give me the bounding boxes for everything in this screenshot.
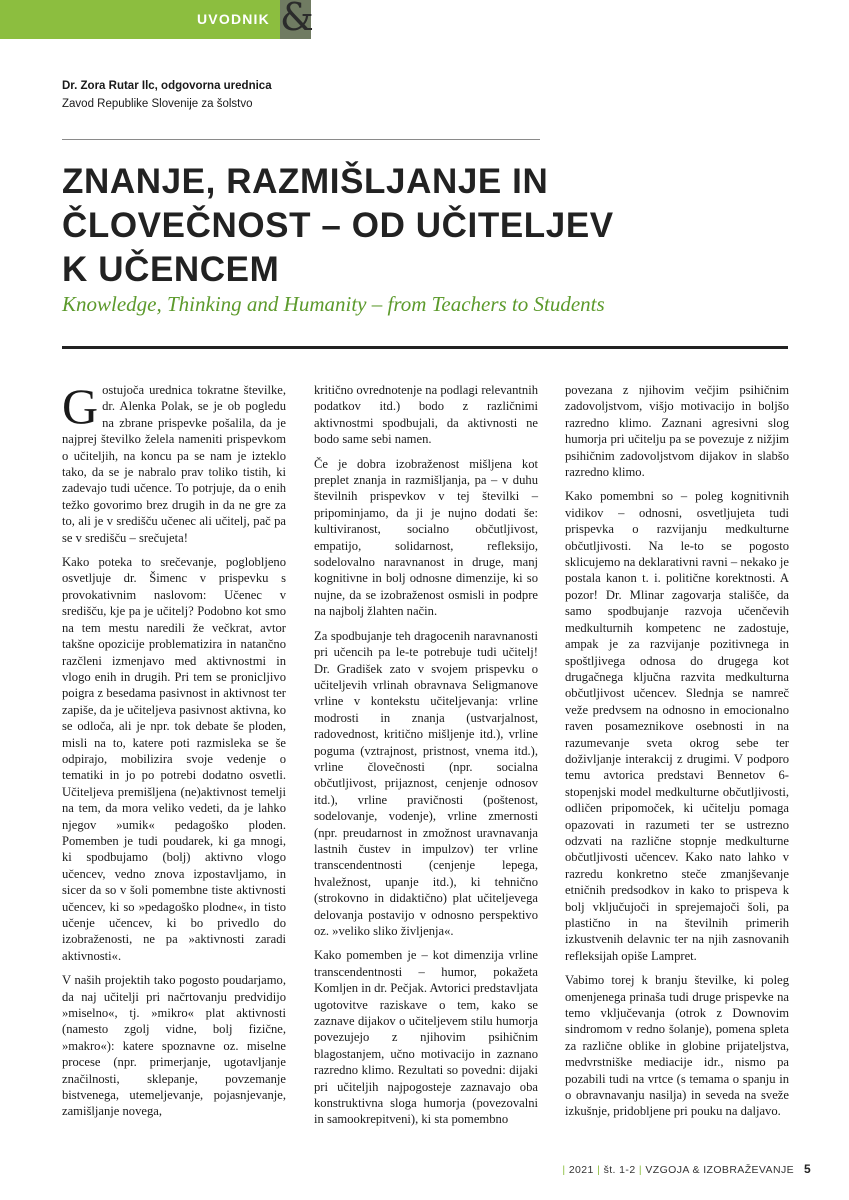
author-name: Dr. Zora Rutar Ilc, odgovorna urednica	[62, 80, 272, 92]
ampersand-logo: &	[280, 0, 311, 39]
footer-year: 2021	[568, 1164, 594, 1176]
text-column-2	[314, 382, 538, 1136]
page-number: 5	[804, 1162, 811, 1176]
article-title: ZNANJE, RAZMIŠLJANJE IN ČLOVEČNOST – OD UČITELJEV K UČENCEM	[62, 162, 614, 289]
footer-separator: |	[597, 1164, 601, 1176]
paragraph: Kako pomemben je – kot dimenzija vrline transcendentnosti – humor, pokažeta Komljen in dr. Pečjak. Avtorici predstavljata ugotovitve raziskave o tem, kako se zaznave dijakov o učiteljevem stilu humorja povezujejo z njihovim psihičnim blagostanjem, učno motivacijo in zaznano razredno klimo. Rezultati so povedni: dijaki pri učiteljih najpogosteje zaznavajo oba konstruktivna sloga humorja (povezovalni in samookrepitveni), ki sta pomembno	[314, 948, 538, 1127]
section-tab	[0, 0, 314, 39]
page-footer	[520, 1164, 794, 1176]
paragraph	[62, 378, 286, 546]
footer-journal: VZGOJA & IZOBRAŽEVANJE	[645, 1164, 794, 1176]
paragraph: Za spodbujanje teh dragocenih naravnanosti pri učencih pa le-te potrebuje tudi učitelj! Dr. Gradišek zato v svojem prispevku o učiteljevih vrlinah obravnava Seligmanove vrline v kontekstu učiteljevanja: vrline modrosti in znanja (ustvarjalnost, radovednost, kritično mišljenje itd.), vrline poguma (vztrajnost, pristnost, vnema itd.), vrline človečnosti (npr. socialna občutljivost, prijaznost, cenjenje odnosov itd.), vrline pravičnosti (poštenost, sodelovanje, vodenje), vrline zmernosti (npr. preudarnost in zmožnost uravnavanja lastnih čustev in impulzov) ter vrline transcendentnosti (cenjenje lepega, hvaležnost, upanje itd.), ki tehnično (strokovno in didaktično) plat učiteljevega delovanja postavijo v odnosno perspektivo oz. »veliko sliko življenja«.	[314, 628, 538, 938]
paragraph: Kako poteka to srečevanje, poglobljeno osvetljuje dr. Šimenc v prispevku s provokativnim naslovom: Učenec v središču, kje pa je učitelj? Podobno kot smo na tem mestu naredili že večkrat, avtor takšne opozicije problematizira in natančno razčleni izmenjavo med aktivnostmi in vlogo enih in drugih. Pri tem se pronicljivo poigra z besedama pasivnost in aktivnost ter zapiše, da je učiteljeva pasivnost aktivna, ko se odloča, ali je npr. tok debate še ploden, misli na to, katere poti razmisleka se še odpirajo, mobilizira svoje vedenje o tematiki in jo po potrebi dodatno osvetli. Učiteljeva premišljena (ne)aktivnost temelji na tem, da mora veliko vedeti, da je lahko njegov »umik« pedagoško ploden. Pomemben je tudi poudarek, ki ga mnogi, ki spodbujamo (bolj) aktivno vlogo učencev, vedno znova izpostavljamo, in sicer da so v šoli pomembne tiste aktivnosti učencev, ki so »pedagoško plodne«, in tisto učenje učencev, ki bo privedlo do izobraženosti, ne pa »aktivnosti zaradi aktivnosti«.	[62, 555, 286, 963]
text-column-3	[565, 382, 789, 1128]
drop-cap: G	[62, 378, 99, 434]
title-divider	[62, 346, 788, 349]
paragraph: Vabimo torej k branju številke, ki poleg omenjenega prinaša tudi druge prispevke na temo vključevanja (otrok z Downovim sindromom v redno šolanje), pomena spleta za različne oblike in globine prijateljstva, medvrstniške mediacije idr., nismo pa pozabili tudi na vrtce (s temama o spanju in o obravnavanju nasilja) in seveda na sveže izkušnje, pridobljene pri pouku na daljavo.	[565, 973, 789, 1119]
paragraph: kritično ovrednotenje na podlagi relevantnih podatkov itd.) bodo z različnimi aktivnostmi spodbujali, da aktivnosti ne bodo same sebi namen.	[314, 383, 538, 447]
footer-issue: št. 1-2	[603, 1164, 636, 1176]
paragraph-text: ostujoča urednica tokratne številke, dr. Alenka Polak, se je ob pogledu na zbrane prispevke pošalila, da je najprej številko želela nameniti prispevkom o učiteljih, na koncu pa se nam je izteklo tako, da se je nabralo prav toliko tistih, ki zadevajo tudi učence. To potrjuje, da o enih težko govorimo brez drugih in da ne gre za to, ali je v središču učenec ali učitelj, pač pa se v središču – srečujeta!	[62, 383, 286, 545]
section-label: UVODNIK	[197, 11, 270, 27]
paragraph: V naših projektih tako pogosto poudarjamo, da naj učitelji pri načrtovanju predvidijo »miselno«, tj. »mikro« plat aktivnosti (namesto zgolj vidne, bolj fizične, »makro«): katere spoznavne oz. miselne procese (npr. primerjanje, ugotavljanje značilnosti, sklepanje, povzemanje bistvenega, utemeljevanje, pojasnjevanje, zamišljanje novega,	[62, 973, 286, 1119]
paragraph: Če je dobra izobraženost mišljena kot preplet znanja in razmišljanja, pa – v duhu številnih prispevkov v tej številki – pripominjamo, da ji je nujno dodati še: kultiviranost, socialno občutljivost, empatijo, solidarnost, refleksijo, sodelovalno naravnanost in druge, manj kognitivne in bolj odnosne dimenzije, ki so nujne, da se izobraženost osmisli in podpre na najbolj žlahten način.	[314, 456, 538, 619]
author-institution: Zavod Republike Slovenije za šolstvo	[62, 98, 253, 110]
footer-separator: |	[562, 1164, 566, 1176]
footer-separator: |	[638, 1164, 643, 1176]
text-column-1	[62, 378, 286, 1128]
header-divider	[62, 139, 540, 140]
paragraph: Kako pomembni so – poleg kognitivnih vidikov – odnosni, osvetljujeta tudi prispevka o razvijanju medkulturne občutljivosti. Na le-to se pogosto sklicujemo na deklarativni ravni – nekako je postala kanon t. i. politične korektnosti. A pozor! Dr. Mlinar zagovarja stališče, da samo spodbujanje razvoja učenčevih medkulturnih kompetenc ne zadostuje, ampak je za razvijanje pozitivnega in spoštljivega odnosa do drugega kot drugačnega ključna razvita medkulturna občutljivost učencev. Slednja se namreč veže predvsem na odnosno in emocionalno raven posameznikove osebnosti in na razumevanje sveta okrog sebe ter doživljanje interakcij z drugimi. V podporo temu avtorica predstavi Bennetov 6-stopenjski model medkulturne občutljivosti, odličen pripomoček, ki učitelju pomaga opazovati in razumeti ter se ustrezno odzvati na različne stopnje medkulturne občutljivosti učencev. Kako nato lahko v razredu konkretno steče zmanjševanje etničnih predsodkov in kako to prispeva k bolj vključujoči in sprejemajoči šoli, pa plastično in na številnih primerih izkustvenih delavnic ter na njih zasnovanih refleksijah opiše Lampret.	[565, 489, 789, 963]
article-subtitle: Knowledge, Thinking and Humanity – from Teachers to Students	[62, 292, 605, 316]
paragraph: povezana z njihovim večjim psihičnim zadovoljstvom, višjo motivacijo in boljšo razredno klimo. Zaznani agresivni slog humorja pri učitelju pa se povezuje z nižjim psihičnim zadovoljstvom dijakov in slabšo razredno klimo.	[565, 383, 789, 480]
